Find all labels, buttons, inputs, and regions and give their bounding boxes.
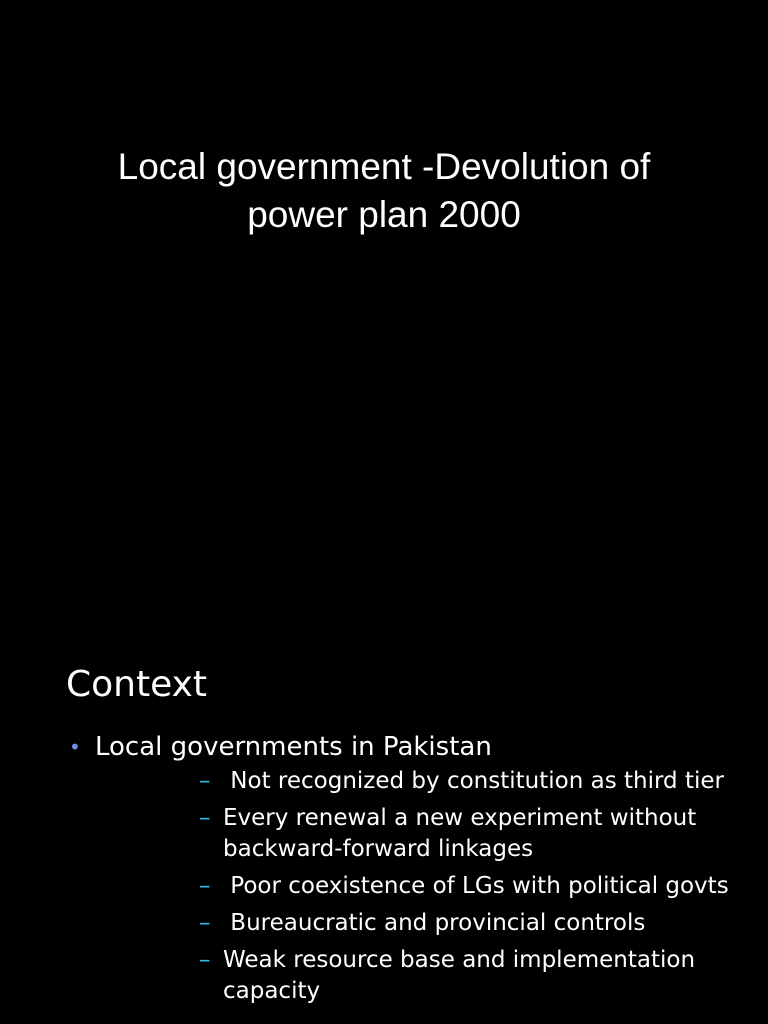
slide-title-line-2: power plan 2000 [247,194,521,235]
slide-title-line-1: Local government -Devolution of [117,146,651,187]
sub-bullet-text: Poor coexistence of LGs with political govts [223,873,729,899]
sub-bullet-list [95,766,768,1007]
slide-title [0,143,768,239]
dash-icon: – [199,947,211,973]
dash-icon: – [199,910,211,936]
bullet-icon: • [69,735,81,759]
sub-bullet-text: Every renewal a new experiment without backward-forward linkages [223,805,697,862]
sub-list-item [95,945,768,1007]
sub-list-item [95,766,768,797]
sub-bullet-text: Weak resource base and implementation capacity [223,947,696,1004]
dash-icon: – [199,805,211,831]
bullet-list [0,728,768,1013]
sub-bullet-text: Bureaucratic and provincial controls [223,910,646,936]
dash-icon: – [199,873,211,899]
bullet-text: Local governments in Pakistan [95,732,492,762]
dash-icon: – [199,768,211,794]
sub-list-item [95,908,768,939]
section-heading: Context [66,664,208,705]
sub-list-item [95,803,768,865]
sub-list-item [95,871,768,902]
sub-bullet-text: Not recognized by constitution as third tier [223,768,724,794]
list-item [0,728,768,1007]
